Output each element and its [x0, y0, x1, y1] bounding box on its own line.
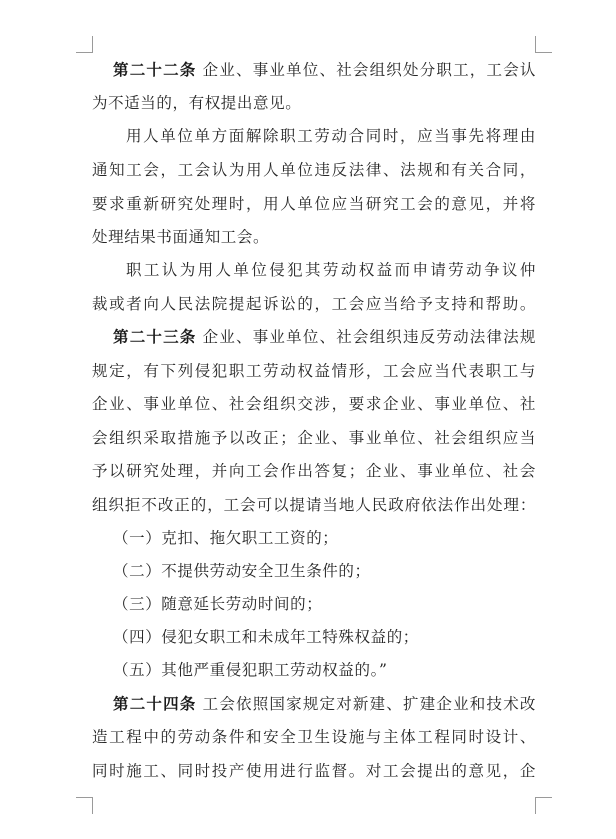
crop-mark-bottom-left — [76, 797, 93, 814]
article-23-heading: 第二十三条 — [113, 327, 197, 346]
article-23-line-5: 予以研究处理，并向工会作出答复；企业、事业单位、社会 — [92, 462, 536, 480]
article-24-line-3: 同时施工、同时投产使用进行监督。对工会提出的意见，企 — [92, 762, 536, 780]
article-23-item-2: （二）不提供劳动安全卫生条件的； — [113, 562, 371, 580]
article-22-para2-line-4: 处理结果书面通知工会。 — [92, 228, 270, 246]
article-22-para2-line-1: 用人单位单方面解除职工劳动合同时，应当事先将理由 — [126, 127, 536, 145]
article-23-item-4: （四）侵犯女职工和未成年工特殊权益的； — [113, 628, 419, 646]
article-22-line-2: 为不适当的，有权提出意见。 — [92, 94, 302, 112]
article-22-para3-line-1: 职工认为用人单位侵犯其劳动权益而申请劳动争议仲 — [126, 261, 536, 279]
article-24-heading: 第二十四条 — [113, 694, 197, 713]
article-23-item-1: （一）克扣、拖欠职工工资的； — [113, 529, 339, 547]
article-23-line-1: 第二十三条 企业、事业单位、社会组织违反劳动法律法规 — [113, 327, 536, 346]
article-22-para2-line-3: 要求重新研究处理时，用人单位应当研究工会的意见，并将 — [92, 195, 536, 213]
article-22-line-1: 第二十二条 企业、事业单位、社会组织处分职工，工会认 — [113, 60, 536, 79]
article-23-line-2: 规定，有下列侵犯职工劳动权益情形，工会应当代表职工与 — [92, 362, 536, 380]
article-24-line-1: 第二十四条 工会依照国家规定对新建、扩建企业和技术改 — [113, 694, 536, 713]
crop-mark-bottom-right — [535, 797, 552, 814]
article-22-para2-line-2: 通知工会，工会认为用人单位违反法律、法规和有关合同， — [92, 161, 536, 179]
article-23-item-3: （三）随意延长劳动时间的； — [113, 595, 323, 613]
article-22-heading: 第二十二条 — [113, 60, 197, 79]
article-23-line-4: 会组织采取措施予以改正；企业、事业单位、社会组织应当 — [92, 429, 536, 447]
article-23-line-3: 企业、事业单位、社会组织交涉，要求企业、事业单位、社 — [92, 395, 536, 413]
article-23-item-5: （五）其他严重侵犯职工劳动权益的。” — [113, 661, 388, 679]
article-22-para3-line-2: 裁或者向人民法院提起诉讼的，工会应当给予支持和帮助。 — [92, 295, 536, 313]
article-23-line-6: 组织拒不改正的，工会可以提请当地人民政府依法作出处理： — [92, 496, 536, 514]
article-24-line-2: 造工程中的劳动条件和安全卫生设施与主体工程同时设计、 — [92, 728, 536, 746]
crop-mark-top-right — [535, 36, 552, 53]
crop-mark-top-left — [76, 36, 93, 53]
